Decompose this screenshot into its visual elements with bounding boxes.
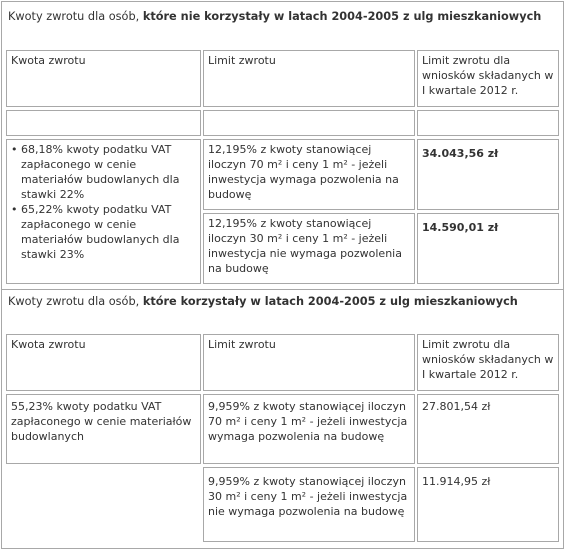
- s1-row2-value: 14.590,01 zł: [417, 213, 559, 284]
- s1-header-limit: Limit zwrotu: [203, 50, 415, 107]
- s2-header-limit: Limit zwrotu: [203, 334, 415, 391]
- list-item: • 65,22% kwoty podatku VAT zapłaconego w cenie materiałów budowlanych dla stawki 23%: [11, 202, 196, 262]
- section1-title-bold: które nie korzystały w latach 2004-2005 z ulg mieszkaniowych: [142, 10, 542, 23]
- s2-kwota-cell: 55,23% kwoty podatku VAT zapłaconego w cenie materiałów budowlanych: [6, 394, 201, 464]
- s1-row1-value: 34.043,56 zł: [417, 139, 559, 210]
- section-divider: [1, 289, 564, 290]
- s1-header-kwota: Kwota zwrotu: [6, 50, 201, 107]
- s2-header-limit-wnioski: Limit zwrotu dla wniosków składanych w I kwartale 2012 r.: [417, 334, 559, 391]
- s2-row1-value: 27.801,54 zł: [417, 394, 559, 464]
- s2-row2-limit: 9,959% z kwoty stanowiącej iloczyn 30 m² i ceny 1 m² - jeżeli inwestycja nie wymaga pozwolenia na budowę: [203, 467, 415, 542]
- section1-title: [8, 9, 553, 25]
- section2-title-plain: Kwoty zwrotu dla osób,: [8, 295, 143, 308]
- s2-row1-limit: 9,959% z kwoty stanowiącej iloczyn 70 m² i ceny 1 m² - jeżeli inwestycja wymaga pozwolenia na budowę: [203, 394, 415, 464]
- s1-header-limit-wnioski: Limit zwrotu dla wniosków składanych w I kwartale 2012 r.: [417, 50, 559, 107]
- s2-row2-value: 11.914,95 zł: [417, 467, 559, 542]
- section1-title-plain: Kwoty zwrotu dla osób,: [8, 10, 143, 23]
- list-item: • 68,18% kwoty podatku VAT zapłaconego w cenie materiałów budowlanych dla stawki 22%: [11, 142, 196, 202]
- section2-title: [8, 294, 553, 310]
- s2-header-kwota: Kwota zwrotu: [6, 334, 201, 391]
- s1-empty-cell-1: [6, 110, 201, 136]
- s1-row1-limit: 12,195% z kwoty stanowiącej iloczyn 70 m² i ceny 1 m² - jeżeli inwestycja wymaga pozwolenia na budowę: [203, 139, 415, 210]
- s1-kwota-cell: [6, 139, 201, 284]
- s1-kwota-list: [11, 142, 196, 262]
- s1-empty-cell-2: [203, 110, 415, 136]
- section2-title-bold: które korzystały w latach 2004-2005 z ulg mieszkaniowych: [142, 295, 518, 308]
- s1-empty-cell-3: [417, 110, 559, 136]
- s1-row2-limit: 12,195% z kwoty stanowiącej iloczyn 30 m² i ceny 1 m² - jeżeli inwestycja nie wymaga pozwolenia na budowę: [203, 213, 415, 284]
